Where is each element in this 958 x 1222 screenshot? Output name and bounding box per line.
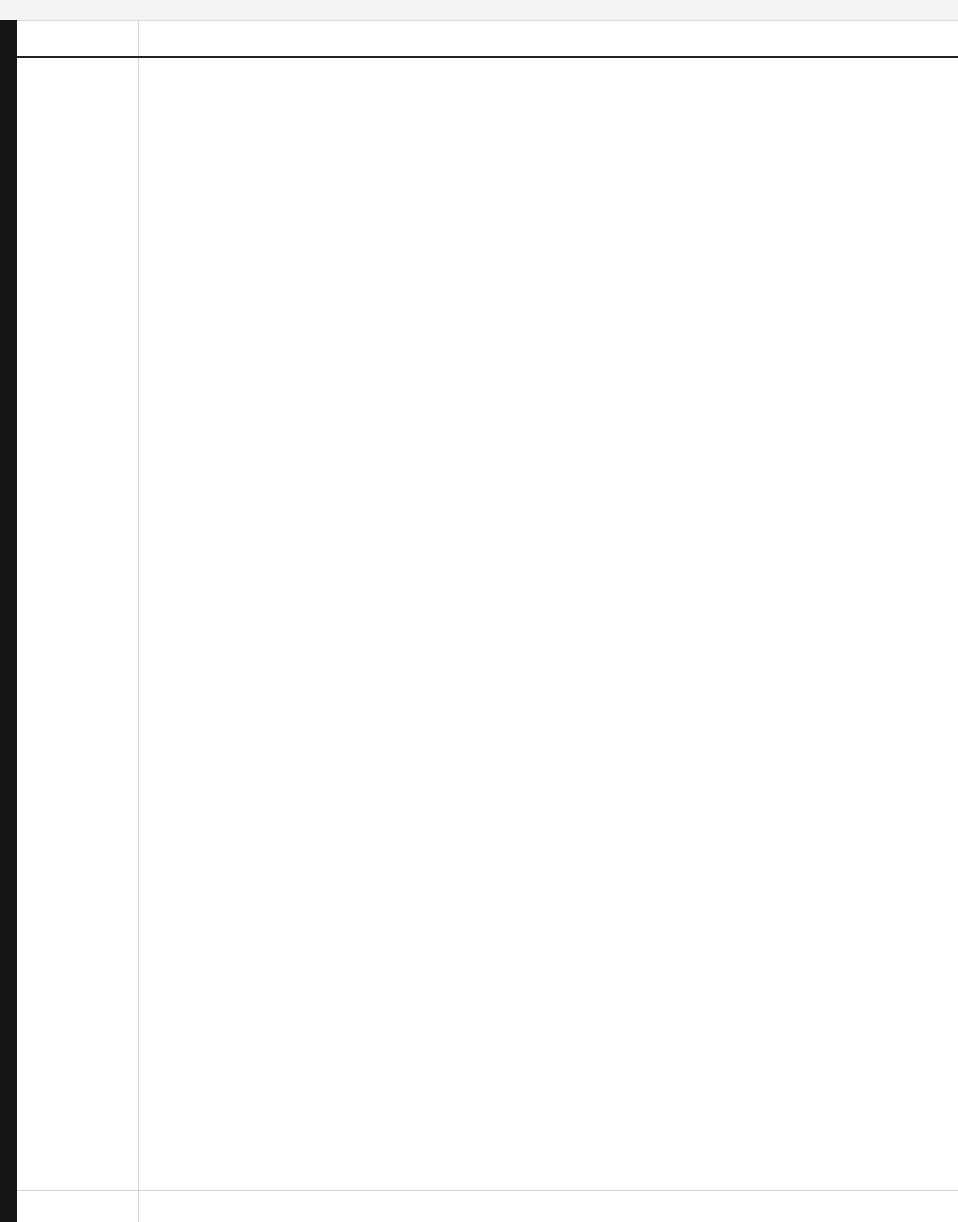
column-header-bar: [0, 0, 958, 21]
header-row[interactable]: [17, 20, 958, 58]
row-header-gutter: [0, 20, 17, 1222]
column-divider: [138, 20, 139, 1222]
empty-row[interactable]: [17, 1158, 958, 1191]
empty-row[interactable]: [17, 1191, 958, 1222]
